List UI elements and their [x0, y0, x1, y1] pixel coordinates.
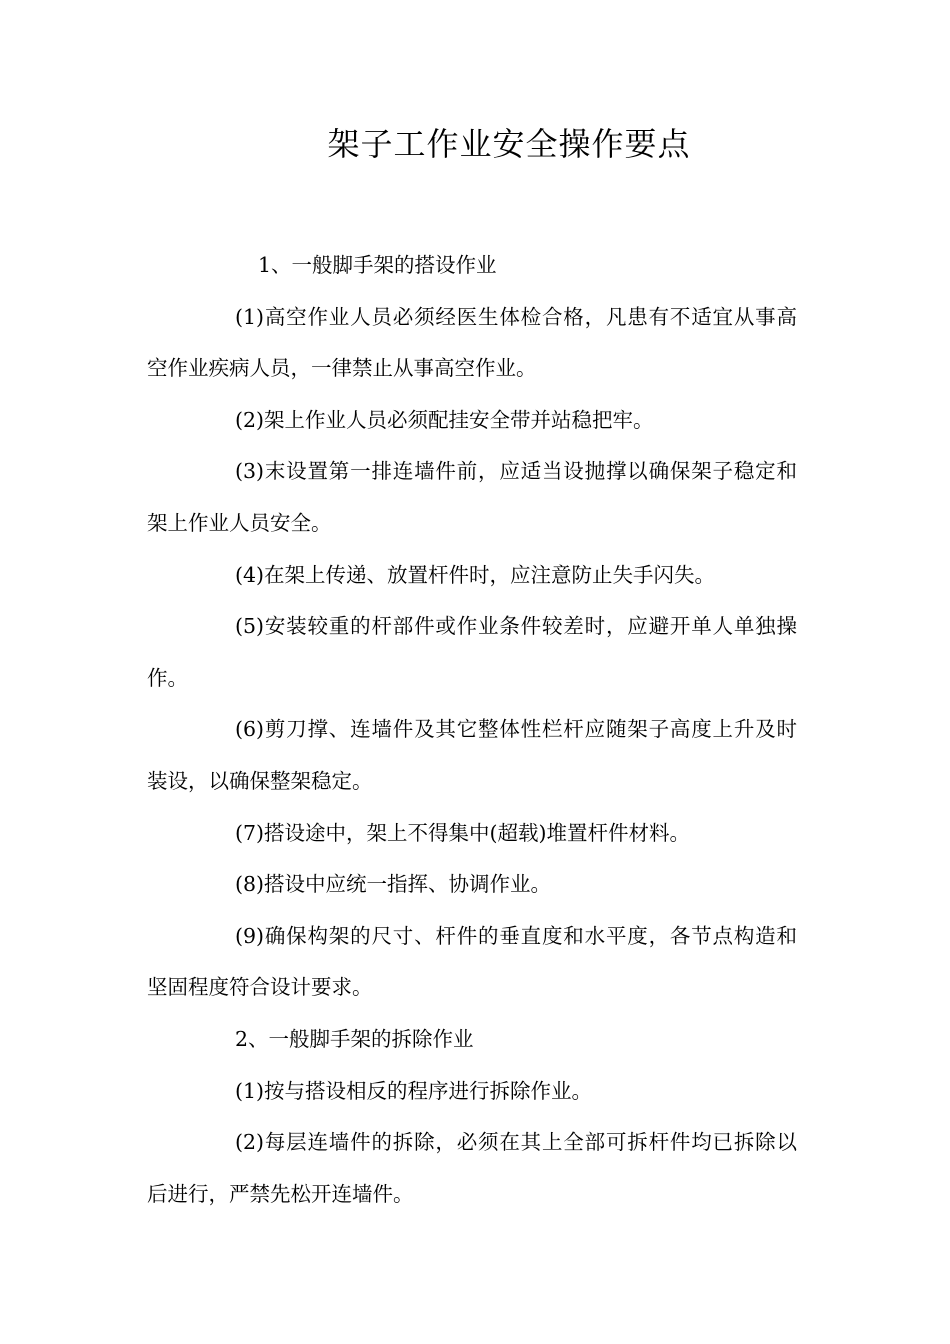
paragraph: (3)末设置第一排连墙件前，应适当设抛撑以确保架子稳定和架上作业人员安全。 — [147, 459, 797, 535]
document-title: 架子工作业安全操作要点 — [327, 125, 691, 163]
paragraph: (2)架上作业人员必须配挂安全带并站稳把牢。 — [235, 407, 654, 432]
paragraph: (5)安装较重的杆部件或作业条件较差时，应避开单人单独操作。 — [147, 614, 797, 690]
paragraph: (4)在架上传递、放置杆件时，应注意防止失手闪失。 — [235, 562, 716, 587]
paragraph: (9)确保构架的尺寸、杆件的垂直度和水平度，各节点构造和坚固程度符合设计要求。 — [147, 923, 797, 1000]
paragraph: (6)剪刀撑、连墙件及其它整体性栏杆应随架子高度上升及时装设，以确保整架稳定。 — [147, 717, 797, 793]
paragraph: (1)按与搭设相反的程序进行拆除作业。 — [235, 1078, 593, 1103]
paragraph: (1)高空作业人员必须经医生体检合格，凡患有不适宜从事高空作业疾病人员，一律禁止从事高空作业。 — [147, 304, 797, 381]
section-heading: 2、一般脚手架的拆除作业 — [235, 1026, 474, 1051]
paragraph: (8)搭设中应统一指挥、协调作业。 — [235, 872, 552, 897]
section-heading: 1、一般脚手架的搭设作业 — [258, 253, 497, 277]
paragraph: (7)搭设途中，架上不得集中(超载)堆置杆件材料。 — [235, 820, 691, 845]
paragraph: (2)每层连墙件的拆除，必须在其上全部可拆杆件均已拆除以后进行，严禁先松开连墙件。 — [147, 1130, 797, 1206]
document-body — [147, 240, 797, 1220]
